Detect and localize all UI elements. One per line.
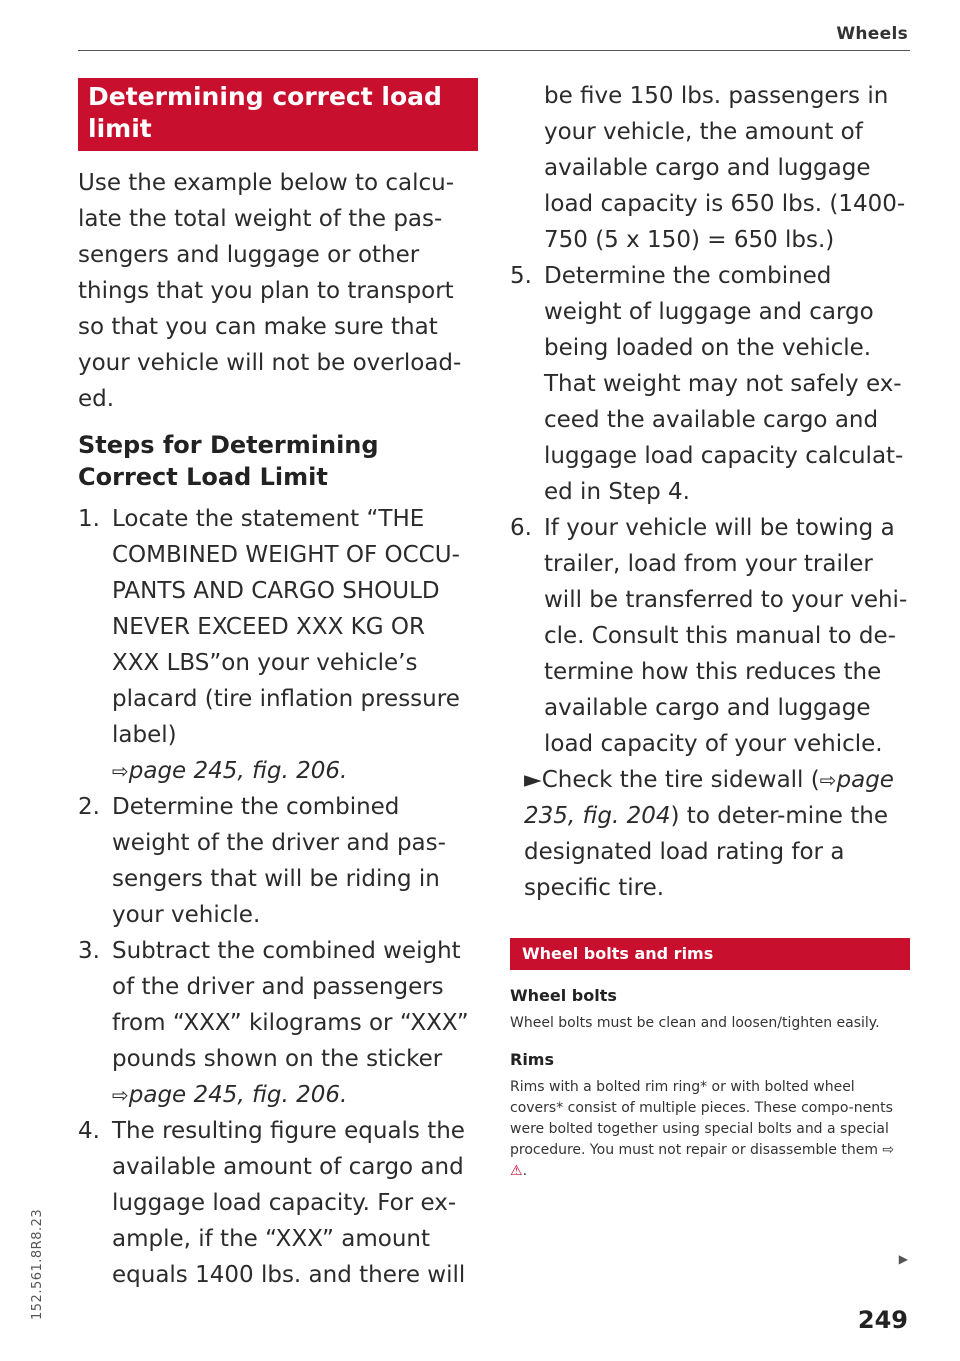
continue-arrow-icon: ▶ [898, 1252, 908, 1266]
left-column [78, 78, 478, 1293]
step-text: If your vehicle will be towing a trailer, load from your trailer will be transferred to your vehi-cle. Consult this manual to de-termine how this reduces the available cargo and luggage load capacity of your vehicle. [544, 515, 908, 757]
page-reference-link[interactable]: page 245, fig. 206. [128, 758, 348, 784]
step-number: 4. [78, 1118, 100, 1144]
intro-paragraph: Use the example below to calcu-late the total weight of the pas-sengers and luggage or other things that you plan to transport so that you can make sure that your vehicle will not be overload-ed. [78, 170, 462, 412]
step-number: 2. [78, 794, 100, 820]
step-text: Determine the combined weight of luggage and cargo being loaded on the vehicle. That weight may not safely ex-ceed the available cargo and luggage load capacity calculat-ed in Step 4. [544, 263, 904, 505]
step-text: The resulting figure equals the available amount of cargo and luggage load capacity. For ex-ample, if the “XXX” amount equals 1400 lbs. and there will [112, 1118, 466, 1288]
section-title: Wheels [836, 24, 908, 44]
step-text: Determine the combined weight of the driver and pas-sengers that will be riding in your vehicle. [112, 794, 446, 928]
step-item-1 [78, 501, 478, 789]
warning-triangle-icon[interactable]: ⚠ [510, 1163, 523, 1179]
rims-heading: Rims [510, 1050, 554, 1069]
right-column [510, 78, 910, 1182]
section-banner-title: Determining correct load limit [78, 78, 478, 151]
step-text: Subtract the combined weight of the driver and passengers from “XXX” kilograms or “XXX” pounds shown on the sticker [112, 938, 469, 1072]
wheel-bolts-body: Wheel bolts must be clean and loosen/tighten easily. [510, 1015, 880, 1031]
step-4-continuation: be five 150 lbs. passengers in your vehicle, the amount of available cargo and luggage load capacity is 650 lbs. (1400-750 (5 x 150) = 650 lbs.) [544, 83, 906, 253]
wheel-bolts-rims-bar: Wheel bolts and rims [510, 938, 910, 970]
page-reference-link[interactable]: page 245, fig. 206. [128, 1082, 348, 1108]
bullet-text-pre: Check the tire sidewall ( [541, 767, 820, 793]
steps-list-right [510, 258, 910, 762]
bullet-marker-icon: ► [524, 767, 542, 793]
step-item-5 [510, 258, 910, 510]
page-number: 249 [857, 1306, 908, 1334]
check-sidewall-bullet [510, 762, 910, 906]
step-number: 1. [78, 506, 100, 532]
rims-body [510, 1077, 910, 1182]
steps-subheading: Steps for Determining Correct Load Limit [78, 431, 379, 491]
step-number: 3. [78, 938, 100, 964]
step-number: 6. [510, 515, 532, 541]
step-item-3 [78, 933, 478, 1113]
page-reference-link[interactable]: page 235, fig. 204 [524, 767, 894, 829]
rims-body-end: . [522, 1163, 528, 1179]
step-text: Locate the statement “THE COMBINED WEIGHT OF OCCU-PANTS AND CARGO SHOULD NEVER EXCEED XXX KG OR XXX LBS”on your vehicle’s placard (tire inflation pressure label) [112, 506, 460, 748]
side-document-code: 152.561.8R8.23 [30, 1208, 45, 1320]
steps-list-left [78, 501, 478, 1293]
step-item-6 [510, 510, 910, 762]
header-rule [78, 50, 910, 51]
step-item-2 [78, 789, 478, 933]
rims-body-text: Rims with a bolted rim ring* or with bolted wheel covers* consist of multiple pieces. These compo-nents were bolted together using special bolts and a special procedure. You must not repair or disassemble them [510, 1079, 893, 1158]
bullet-text-post: ) to deter-mine the designated load rating for a specific tire. [524, 803, 888, 901]
ref-arrow-icon: ⇨ [819, 768, 837, 792]
ref-arrow-icon: ⇨ [112, 759, 129, 783]
step-number: 5. [510, 263, 532, 289]
wheel-bolts-heading: Wheel bolts [510, 986, 617, 1005]
ref-arrow-icon: ⇨ [112, 1083, 129, 1107]
ref-arrow-icon: ⇨ [882, 1142, 895, 1158]
step-item-4 [78, 1113, 478, 1293]
